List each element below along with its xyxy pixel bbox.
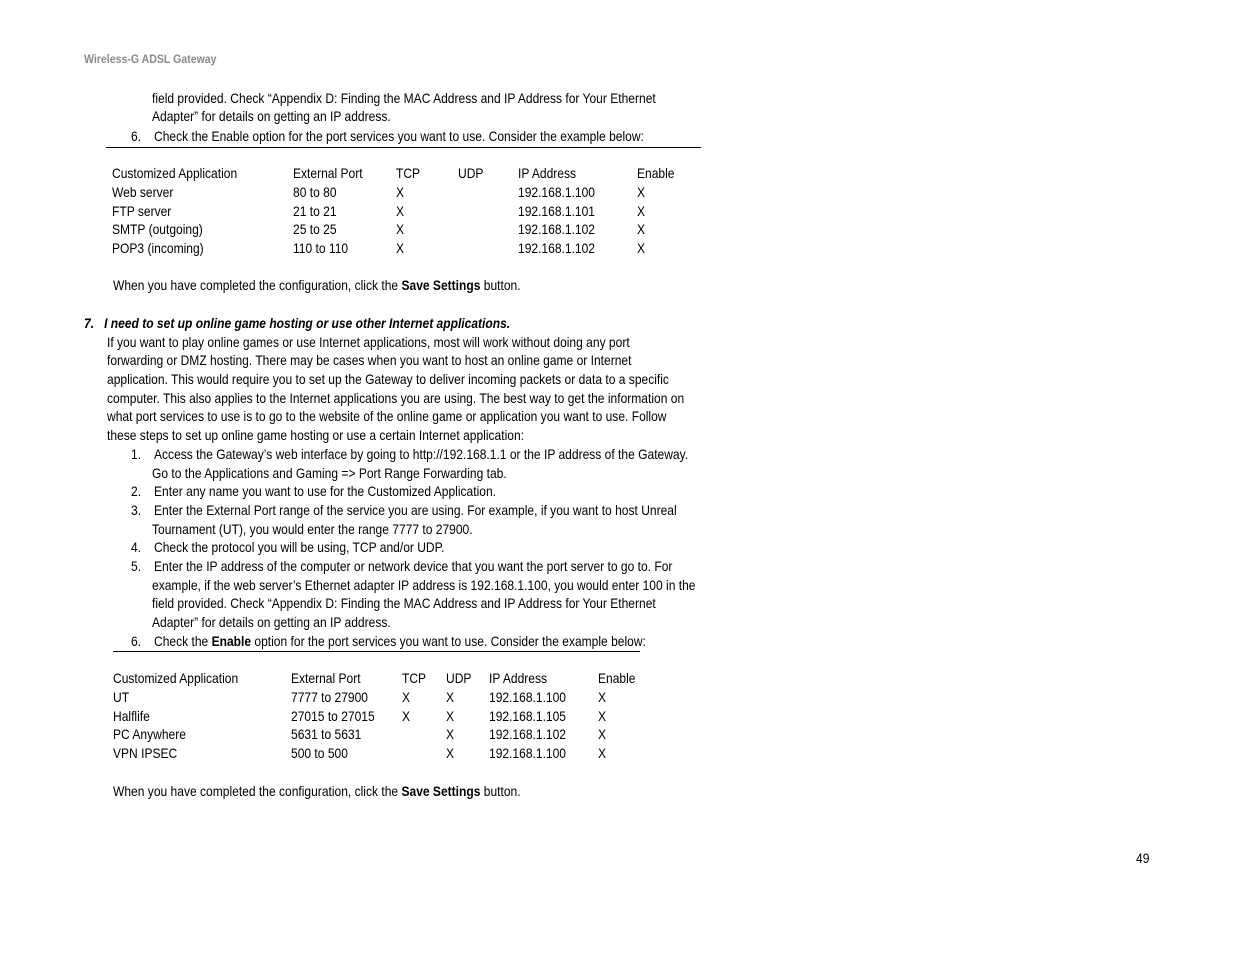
- table-cell: 27015 to 27015: [291, 708, 375, 724]
- table-cell: FTP server: [112, 203, 172, 219]
- paragraph-line: these steps to set up online game hosting or use a certain Internet application:: [107, 427, 524, 443]
- table-cell: X: [396, 184, 405, 200]
- paragraph-line: computer. This also applies to the Internet applications you are using. The best way to get the information on: [107, 390, 685, 406]
- table-cell: 192.168.1.100: [489, 745, 566, 761]
- paragraph-line: application. This would require you to set up the Gateway to deliver incoming packets or data to a specific: [107, 371, 669, 387]
- page-number: 49: [1136, 850, 1150, 866]
- column-header: External Port: [293, 165, 363, 181]
- table-cell: 192.168.1.102: [489, 726, 566, 742]
- table-cell: X: [598, 708, 607, 724]
- table-cell: X: [598, 726, 607, 742]
- section-heading: 7. I need to set up online game hosting or use other Internet applications.: [84, 315, 511, 331]
- table-cell: X: [402, 708, 411, 724]
- table-cell: 192.168.1.105: [489, 708, 566, 724]
- step-number: 6.: [131, 128, 142, 144]
- step-text: Adapter” for details on getting an IP address.: [152, 614, 391, 630]
- step-text: Check the Enable option for the port services you want to use. Consider the example below:: [154, 128, 644, 144]
- table-cell: 80 to 80: [293, 184, 337, 200]
- table-cell: X: [402, 689, 411, 705]
- column-header: Customized Application: [112, 165, 238, 181]
- table-cell: SMTP (outgoing): [112, 221, 203, 237]
- table-rule: [106, 147, 701, 148]
- save-instruction: When you have completed the configuration, click the Save Settings button.: [113, 277, 521, 293]
- step-number: 1.: [131, 446, 142, 462]
- paragraph-line: what port services to use is to go to the website of the online game or application you want to use. Follow: [107, 408, 667, 424]
- step-text: field provided. Check “Appendix D: Finding the MAC Address and IP Address for Your Ethernet: [152, 595, 656, 611]
- table-cell: X: [637, 221, 646, 237]
- table-cell: 192.168.1.100: [489, 689, 566, 705]
- table-cell: Halflife: [113, 708, 150, 724]
- column-header: IP Address: [489, 670, 548, 686]
- table-cell: X: [396, 240, 405, 256]
- table-cell: 21 to 21: [293, 203, 337, 219]
- column-header: External Port: [291, 670, 361, 686]
- table-cell: 192.168.1.102: [518, 240, 595, 256]
- table-cell: X: [446, 726, 455, 742]
- table-cell: 25 to 25: [293, 221, 337, 237]
- body-line: field provided. Check “Appendix D: Finding the MAC Address and IP Address for Your Ethernet: [152, 90, 656, 106]
- table-cell: X: [446, 708, 455, 724]
- table-cell: X: [637, 203, 646, 219]
- step-text: Access the Gateway’s web interface by going to http://192.168.1.1 or the IP address of the Gateway.: [154, 446, 689, 462]
- column-header: TCP: [402, 670, 427, 686]
- paragraph-line: forwarding or DMZ hosting. There may be cases when you want to host an online game or Internet: [107, 352, 632, 368]
- column-header: Enable: [637, 165, 675, 181]
- column-header: UDP: [446, 670, 472, 686]
- table-cell: X: [446, 689, 455, 705]
- table-cell: X: [396, 221, 405, 237]
- step-number: 4.: [131, 539, 142, 555]
- table-cell: X: [637, 184, 646, 200]
- step-text: Enter any name you want to use for the Customized Application.: [154, 483, 496, 499]
- table-cell: 192.168.1.100: [518, 184, 595, 200]
- step-text: example, if the web server’s Ethernet adapter IP address is 192.168.1.100, you would enter 100 in the: [152, 577, 696, 593]
- table-cell: VPN IPSEC: [113, 745, 178, 761]
- table-cell: 7777 to 27900: [291, 689, 368, 705]
- running-header: Wireless-G ADSL Gateway: [84, 52, 217, 66]
- table-cell: 192.168.1.101: [518, 203, 595, 219]
- column-header: Enable: [598, 670, 636, 686]
- step-number: 2.: [131, 483, 142, 499]
- table-cell: 192.168.1.102: [518, 221, 595, 237]
- step-text: Check the Enable option for the port services you want to use. Consider the example below:: [154, 633, 646, 649]
- table-cell: PC Anywhere: [113, 726, 186, 742]
- table-cell: Web server: [112, 184, 174, 200]
- step-number: 5.: [131, 558, 142, 574]
- table-cell: X: [446, 745, 455, 761]
- table-cell: POP3 (incoming): [112, 240, 204, 256]
- paragraph-line: If you want to play online games or use Internet applications, most will work without doing any port: [107, 334, 630, 350]
- step-text: Tournament (UT), you would enter the range 7777 to 27900.: [152, 521, 473, 537]
- table-rule: [113, 651, 640, 652]
- table-cell: 110 to 110: [293, 240, 349, 256]
- step-text: Enter the IP address of the computer or network device that you want the port server to go to. For: [154, 558, 673, 574]
- table-cell: X: [598, 745, 607, 761]
- column-header: Customized Application: [113, 670, 239, 686]
- column-header: TCP: [396, 165, 421, 181]
- step-text: Go to the Applications and Gaming => Port Range Forwarding tab.: [152, 465, 507, 481]
- step-number: 3.: [131, 502, 142, 518]
- table-cell: X: [396, 203, 405, 219]
- step-text: Enter the External Port range of the service you are using. For example, if you want to host Unreal: [154, 502, 677, 518]
- column-header: UDP: [458, 165, 484, 181]
- table-cell: 500 to 500: [291, 745, 348, 761]
- step-number: 6.: [131, 633, 142, 649]
- table-cell: 5631 to 5631: [291, 726, 362, 742]
- save-instruction: When you have completed the configuration, click the Save Settings button.: [113, 783, 521, 799]
- table-cell: UT: [113, 689, 130, 705]
- table-cell: X: [637, 240, 646, 256]
- table-cell: X: [598, 689, 607, 705]
- column-header: IP Address: [518, 165, 577, 181]
- body-line: Adapter” for details on getting an IP address.: [152, 108, 391, 124]
- step-text: Check the protocol you will be using, TCP and/or UDP.: [154, 539, 445, 555]
